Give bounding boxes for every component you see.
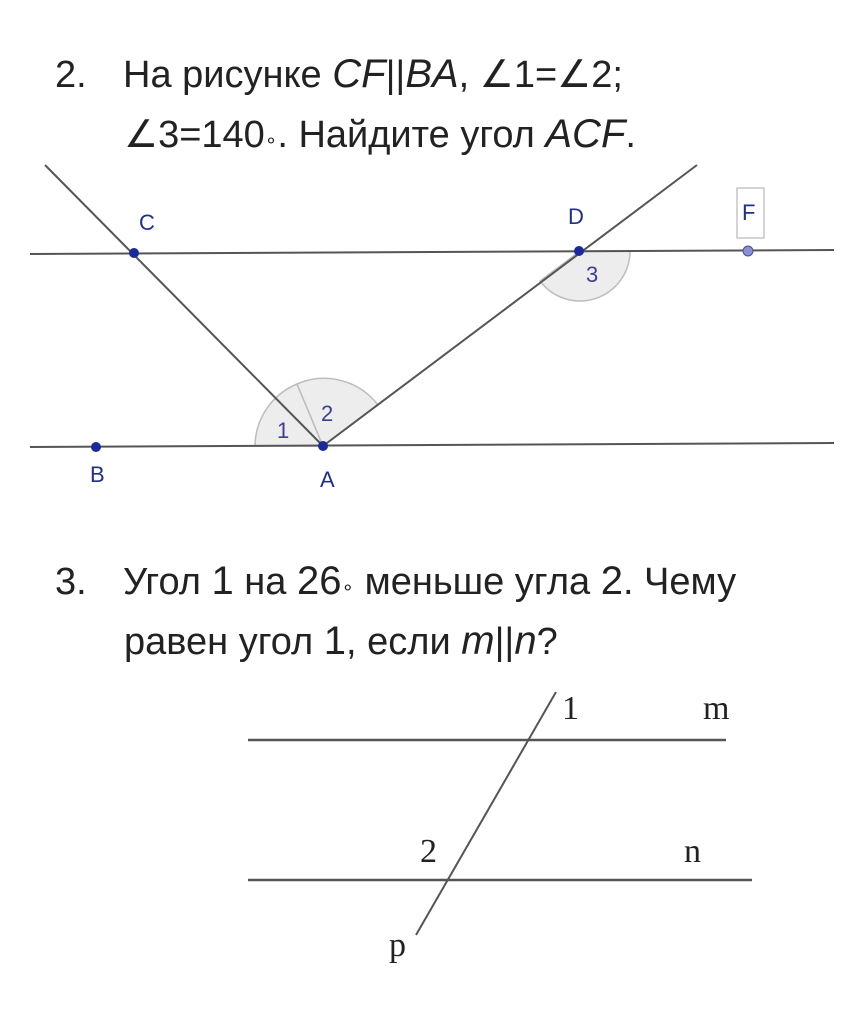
- text: . Найдите угол: [277, 114, 546, 156]
- angle-3-label: 3: [586, 262, 599, 287]
- text: ∠3=140: [124, 114, 265, 156]
- point-f: [743, 246, 753, 256]
- label-angle-1: 1: [562, 690, 579, 727]
- text: Угол: [123, 561, 212, 603]
- number-26: 26: [296, 559, 342, 603]
- problem-number: 3.: [55, 561, 87, 603]
- line-ca: [45, 165, 323, 446]
- label-a: A: [320, 467, 335, 492]
- point-a: [318, 441, 328, 451]
- line-cf: [30, 250, 834, 254]
- segment-ba: BA: [405, 52, 459, 96]
- angle-number-2: 2: [600, 559, 623, 603]
- line-ba: [30, 443, 834, 447]
- point-d: [574, 246, 584, 256]
- line-n-ref: n: [514, 619, 537, 663]
- label-f: F: [742, 200, 756, 225]
- figure-problem-3: [248, 690, 752, 964]
- text: . Чему: [622, 561, 737, 603]
- label-m: m: [703, 690, 730, 727]
- degree-sign: ∘: [341, 577, 355, 599]
- text: равен угол: [124, 621, 324, 663]
- label-p: p: [389, 927, 406, 964]
- degree-sign: ∘: [264, 130, 278, 152]
- angle-acf: ACF: [545, 112, 626, 156]
- line-m-ref: m: [461, 619, 495, 663]
- angle-1-label: 1: [277, 418, 290, 443]
- label-c: C: [139, 210, 155, 235]
- label-b: B: [90, 462, 105, 487]
- text: , ∠1=∠2;: [458, 54, 623, 96]
- parallel-sign: ||: [385, 54, 406, 96]
- angle-number-1: 1: [323, 619, 347, 663]
- point-c: [129, 248, 139, 258]
- line-ad: [323, 165, 697, 446]
- text: , если: [346, 621, 462, 663]
- segment-cf: CF: [332, 52, 386, 96]
- angle-3-arc: [540, 251, 630, 301]
- problem-number: 2.: [55, 54, 87, 96]
- angle-number-1: 1: [211, 559, 234, 603]
- point-b: [91, 442, 101, 452]
- text: меньше угла: [354, 561, 601, 603]
- text: ?: [536, 621, 558, 663]
- label-angle-2: 2: [420, 833, 437, 870]
- line-p: [416, 692, 556, 935]
- label-d: D: [568, 204, 584, 229]
- text: на: [233, 561, 297, 603]
- angle-2-label: 2: [321, 401, 334, 426]
- label-n: n: [684, 833, 701, 870]
- problem-3-line-1: [55, 555, 736, 607]
- text: На рисунке: [123, 54, 333, 96]
- text: .: [625, 114, 636, 156]
- parallel-sign: ||: [494, 621, 515, 663]
- problem-3-line-2: [124, 615, 558, 667]
